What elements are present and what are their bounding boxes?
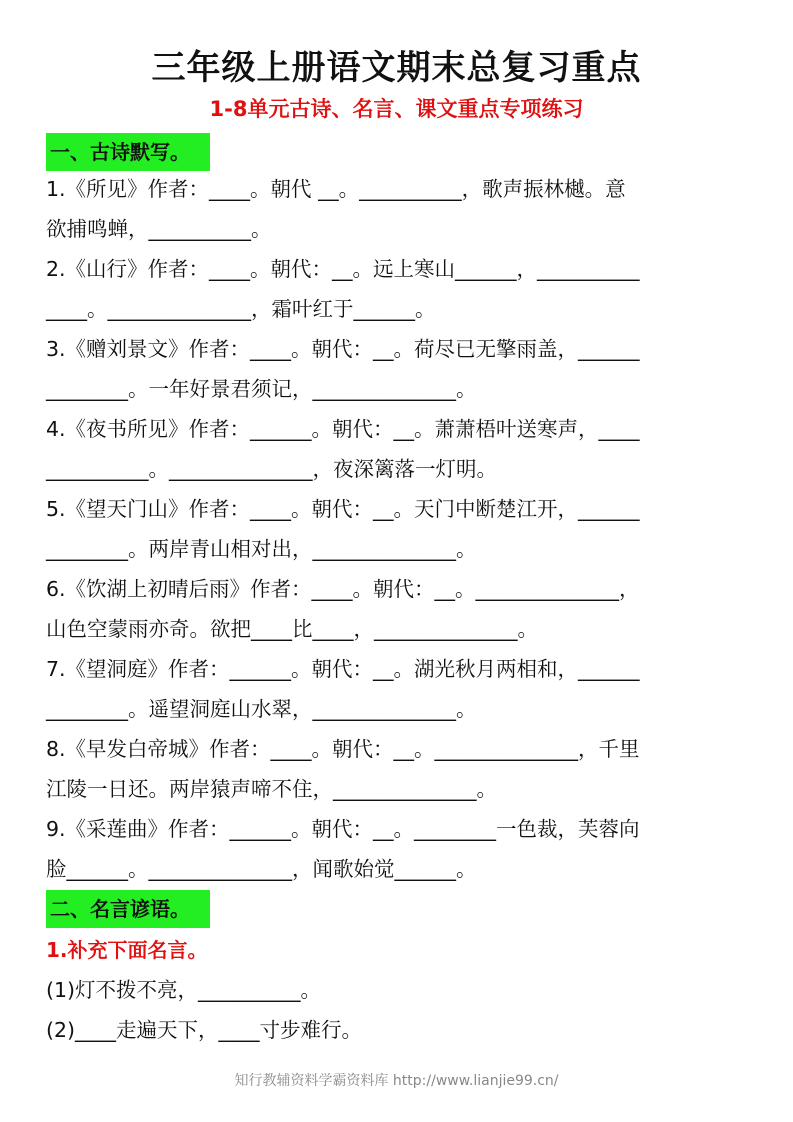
- section-heading-poems: 一、古诗默写。: [46, 133, 210, 171]
- subsection-heading: 1.补充下面名言。: [46, 938, 208, 962]
- poem-line: 6.《饮湖上初晴后雨》作者：____。朝代：__。______________，: [46, 577, 640, 601]
- poem-line: 4.《夜书所见》作者：______。朝代：__。萧萧梧叶送寒声，____: [46, 417, 640, 441]
- poem-line: 2.《山行》作者：____。朝代：__。远上寒山______，__________: [46, 257, 640, 281]
- poem-exercises: [46, 169, 750, 889]
- poem-line: 8.《早发白帝城》作者：____。朝代：__。______________，千里: [46, 737, 640, 761]
- section-heading-sayings: 二、名言谚语。: [46, 890, 210, 928]
- page-title: 三年级上册语文期末总复习重点: [151, 48, 642, 88]
- poem-line: 山色空蒙雨亦奇。欲把____比____，______________。: [46, 617, 538, 641]
- footer-watermark: 知行教辅资料学霸资料库 http://www.lianjie99.cn/: [234, 1073, 559, 1089]
- poem-line: __________。______________，夜深篱落一灯明。: [46, 457, 497, 481]
- poem-line: 欲捕鸣蝉，__________。: [46, 217, 272, 241]
- page-subtitle: 1-8单元古诗、名言、课文重点专项练习: [209, 97, 584, 121]
- poem-line: 9.《采莲曲》作者：______。朝代：__。________一色裁，芙蓉向: [46, 817, 640, 841]
- poem-line: 1.《所见》作者：____。朝代 __。__________，歌声振林樾。意: [46, 177, 626, 201]
- poem-line: 江陵一日还。两岸猿声啼不住，______________。: [46, 777, 497, 801]
- saying-line: (2)____走遍天下，____寸步难行。: [46, 1018, 363, 1042]
- poem-line: ________。一年好景君须记，______________。: [46, 377, 477, 401]
- poem-line: 脸______。______________，闻歌始觉______。: [46, 857, 477, 881]
- saying-exercises: [46, 970, 750, 1050]
- poem-line: ____。______________，霜叶红于______。: [46, 297, 436, 321]
- poem-line: 7.《望洞庭》作者：______。朝代：__。湖光秋月两相和，______: [46, 657, 640, 681]
- poem-line: 5.《望天门山》作者：____。朝代：__。天门中断楚江开，______: [46, 497, 640, 521]
- poem-line: ________。两岸青山相对出，______________。: [46, 537, 477, 561]
- saying-line: (1)灯不拨不亮，__________。: [46, 978, 322, 1002]
- poem-line: ________。遥望洞庭山水翠，______________。: [46, 697, 477, 721]
- poem-line: 3.《赠刘景文》作者：____。朝代：__。荷尽已无擎雨盖，______: [46, 337, 640, 361]
